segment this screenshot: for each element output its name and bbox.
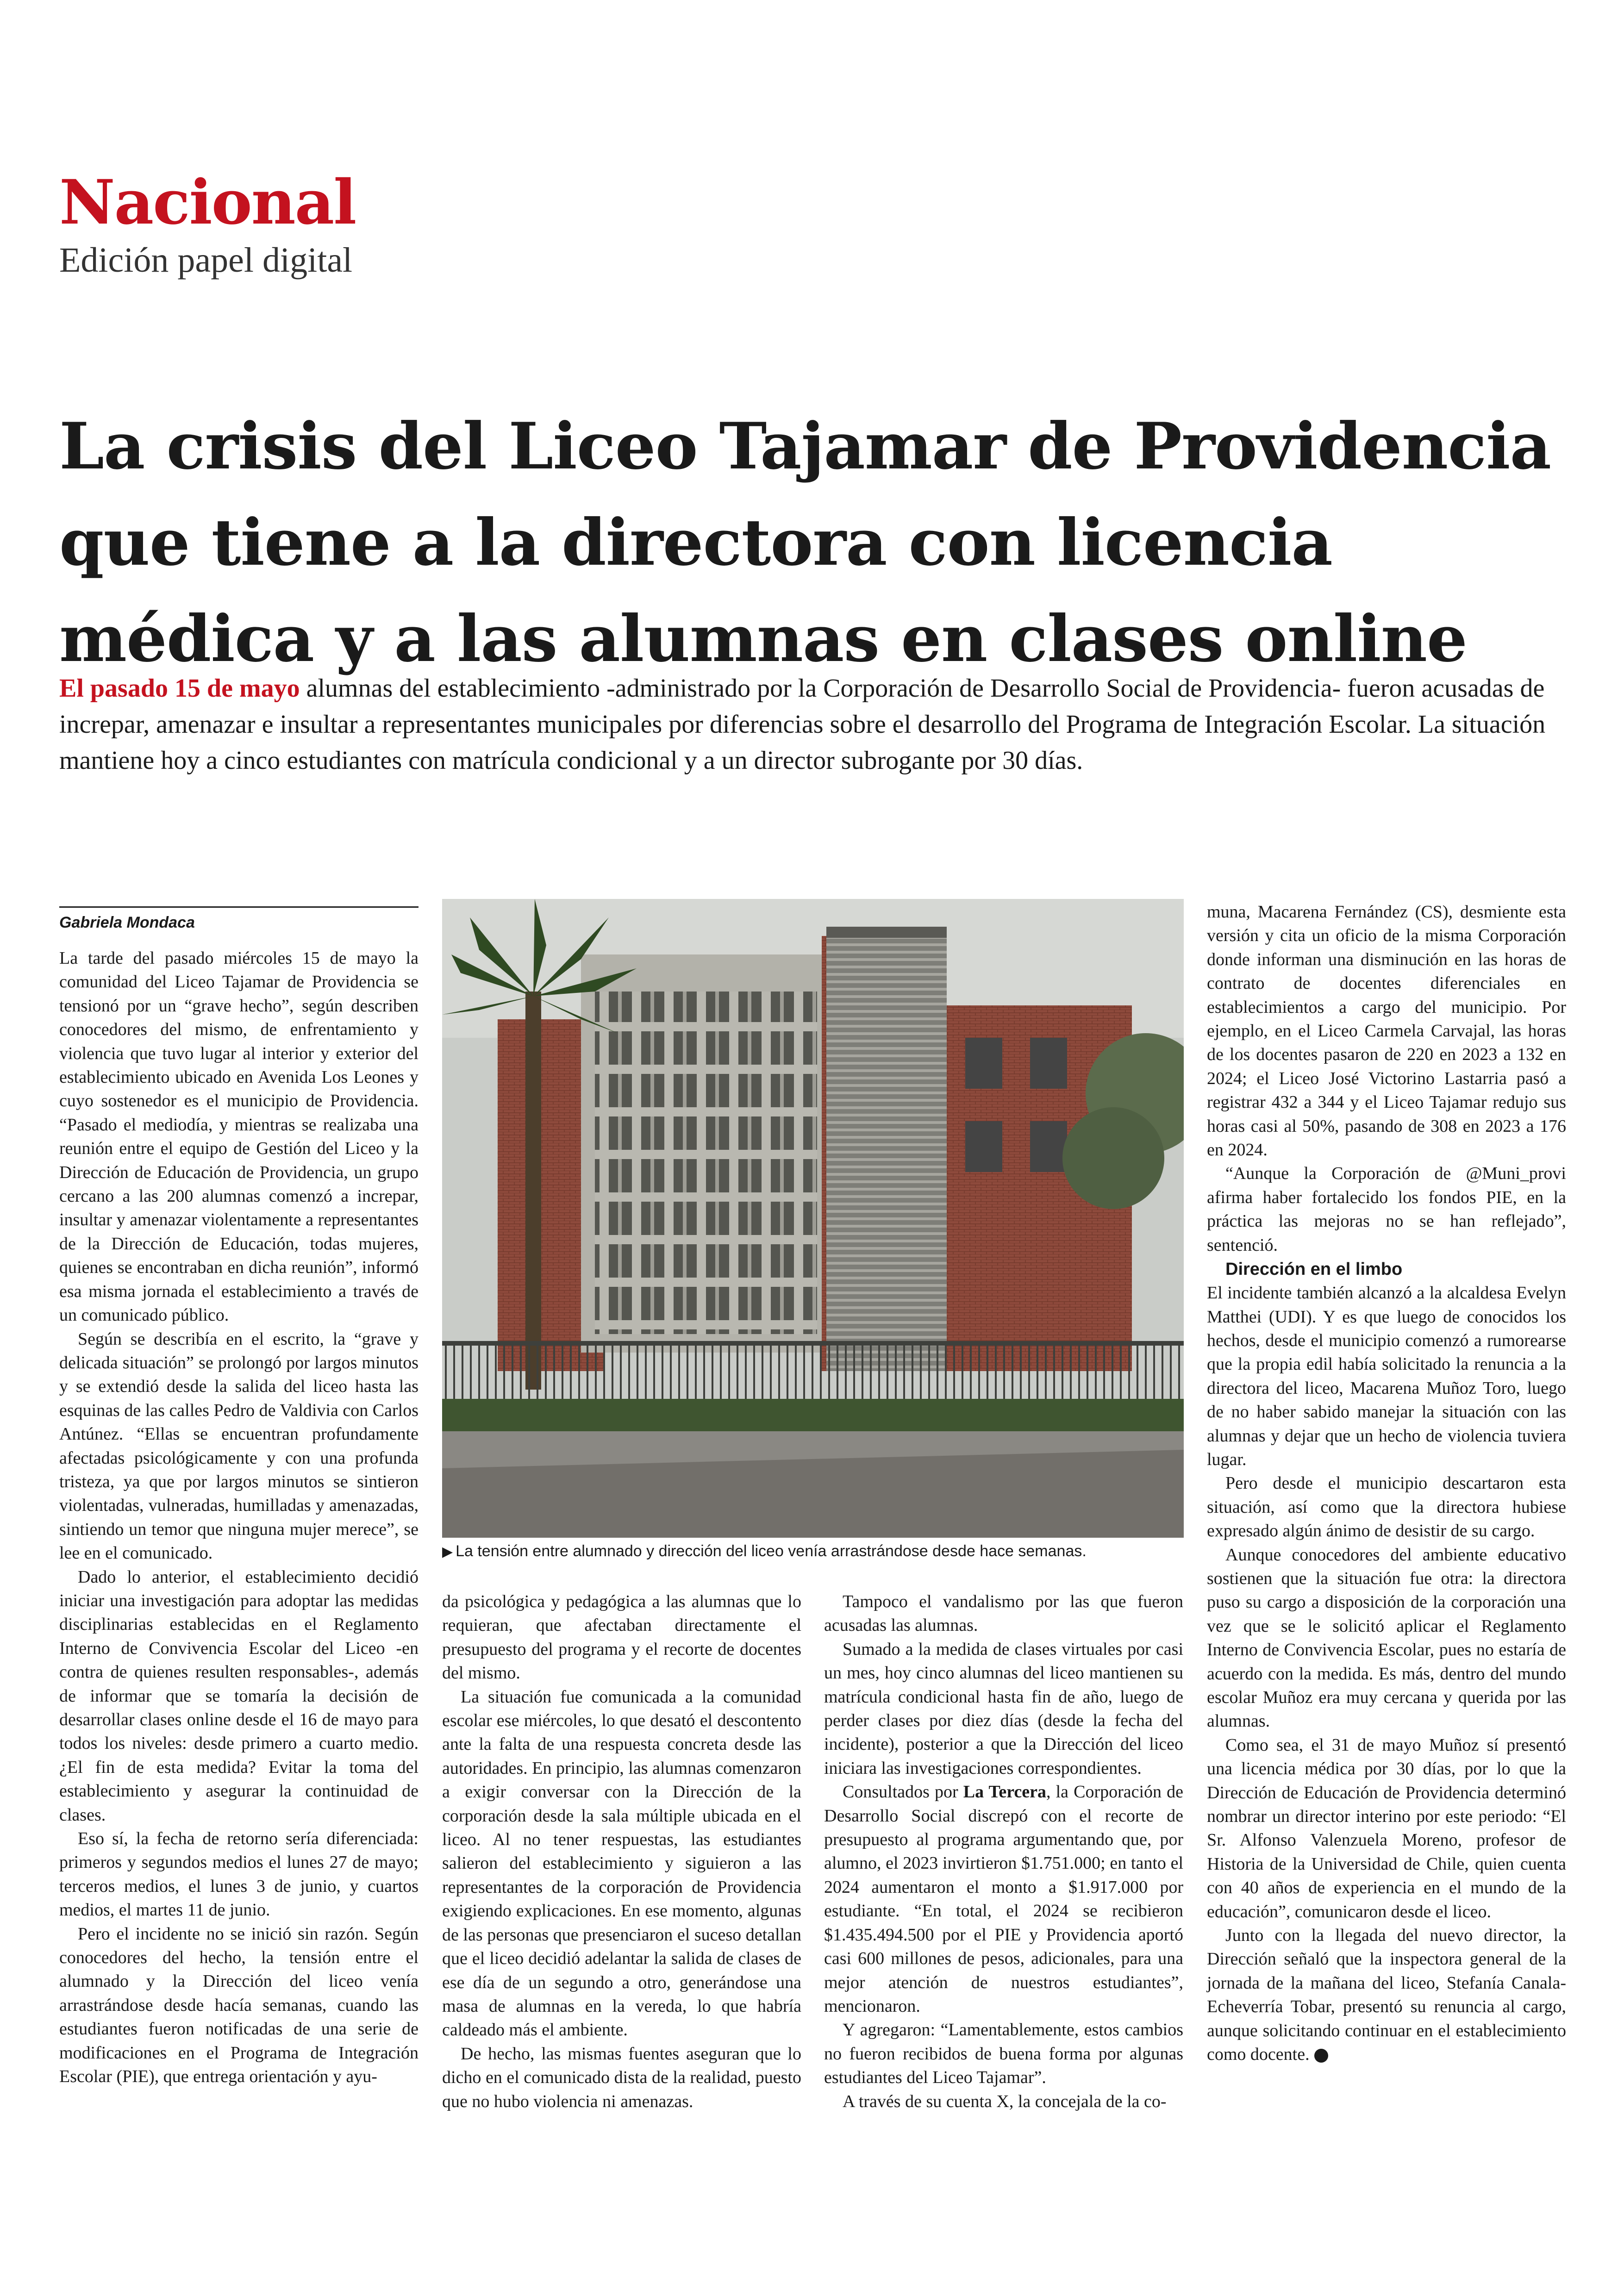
lead-text: alumnas del establecimiento -administrado por la Corporación de Desarrollo Social de Providencia- fueron acusadas de increpar, amenazar e insultar a representantes municipales por diferencias sobre el desarrollo del Programa de Integración Escolar. La situación mantiene hoy a cinco estudiantes con matrícula condicional y a un director subrogante por 30 días. <box>59 674 1546 775</box>
article-photo <box>442 899 1184 1538</box>
body-text: , la Corporación de Desarrollo Social discrepó con el recorte de presupuesto al programa argumentando que, por alumno, el 2023 invirtieron $1.751.000; en tanto el 2024 aumentaron el monto a $1.917.000 por estudiante. “En total, el 2024 se recibieron $1.435.494.500 por el PIE y Providencia aportó casi 600 millones de pesos, adicionales, para una mejor atención de nuestros estudiantes”, mencionaron. <box>824 1782 1184 2016</box>
body-paragraph: A través de su cuenta X, la concejala de la co- <box>843 2091 1167 2111</box>
byline: Gabriela Mondaca <box>59 906 418 933</box>
body-text: Consultados por <box>843 1782 963 1802</box>
photo-caption <box>442 1540 1184 1563</box>
body-paragraph: La situación fue comunicada a la comunidad escolar ese miércoles, lo que desató el descontento ante la falta de una respuesta concreta desde las autoridades. En principio, las alumnas comenzaron a exigir conversar con la Dirección de la corporación desde la sala múltiple ubicada en el liceo. Al no tener respuestas, las estudiantes salieron del establecimiento y siguieron a las representantes de la corporación de Providencia exigiendo explicaciones. En ese momento, algunas de las personas que presenciaron el suceso detallan que el liceo decidió adelantar la salida de clases de ese día de un segundo a otro, generándose una masa de alumnas en la vereda, lo que habría caldeado más el ambiente. <box>442 1687 801 2040</box>
lead-highlight: El pasado 15 de mayo <box>59 674 300 703</box>
headline-line: La crisis del Liceo Tajamar de Providencia <box>59 408 1551 484</box>
lead-paragraph <box>59 670 1568 779</box>
article-column-4 <box>1207 900 1566 2067</box>
body-paragraph <box>824 1780 1183 2018</box>
body-paragraph: “Aunque la Corporación de @Muni_provi afirma haber fortalecido los fondos PIE, en la práctica las mejoras no se han reflejado”, sentenció. <box>1207 1164 1566 1255</box>
edition-label: Edición papel digital <box>59 241 353 280</box>
body-text: Junto con la llegada del nuevo director, la Dirección señaló que la inspectora general de la jornada de la mañana del liceo, Stefanía Canala-Echeverría Tobar, presentó su renuncia al cargo, aunque solicitando continuar en el establecimiento como docente. <box>1207 1926 1566 2064</box>
photo-caption-text: La tensión entre alumnado y dirección del liceo venía arrastrándose desde hace semanas. <box>456 1542 1087 1560</box>
body-paragraph: Tampoco el vandalismo por las que fueron acusadas las alumnas. <box>824 1592 1183 1635</box>
section-title: Nacional <box>59 167 356 238</box>
body-paragraph: Pero desde el municipio descartaron esta situación, así como que la directora hubiese expresado algún ánimo de desistir de su cargo. <box>1207 1473 1566 1541</box>
body-paragraph: da psicológica y pedagógica a las alumnas que lo requieran, que afectaban directamente el presupuesto del programa y el recorte de docentes del mismo. <box>442 1592 801 1683</box>
article-column-1 <box>59 906 418 2089</box>
body-paragraph: Sumado a la medida de clases virtuales por casi un mes, hoy cinco alumnas del liceo mantienen su matrícula condicional hasta fin de año, luego de perder clases por diez días (desde la fecha del incidente), posterior a que la Dirección del liceo iniciara las investigaciones correspondientes. <box>824 1639 1183 1778</box>
headline-line: médica y a las alumnas en clases online <box>59 601 1467 676</box>
body-paragraph: Aunque conocedores del ambiente educativo sostienen que la situación fue otra: la directora puso su cargo a disposición de la corporación una vez que se le solicitó aplicar el Reglamento Interno de Convivencia Escolar, pues no estaría de acuerdo con la medida. Es más, dentro del mundo escolar Muñoz era muy cercana y querida por las alumnas. <box>1207 1545 1566 1731</box>
school-building-photo <box>442 899 1184 1538</box>
newspaper-name: La Tercera <box>963 1782 1046 1802</box>
triangle-right-icon: ▶ <box>442 1544 453 1559</box>
headline-line: que tiene a la directora con licencia <box>59 505 1332 580</box>
body-paragraph: Pero el incidente no se inició sin razón. Según conocedores del hecho, la tensión entre el alumnado y la Dirección del liceo venía arrastrándose desde hacía semanas, cuando las estudiantes fueron notificadas de una serie de modificaciones en el Programa de Integración Escolar (PIE), que entrega orientación y ayu- <box>59 1924 418 2087</box>
body-paragraph: El incidente también alcanzó a la alcaldesa Evelyn Matthei (UDI). Y es que luego de conocidos los hechos, desde el municipio comenzó a rumorearse que la propia edil había solicitado la renuncia a la directora del liceo, Macarena Muñoz Toro, luego de no haber sabido manejar la situación con las alumnas y dejar que un hecho de violencia tuviera lugar. <box>1207 1283 1566 1469</box>
body-paragraph: Como sea, el 31 de mayo Muñoz sí presentó una licencia médica por 30 días, por lo que la Dirección de Educación de Providencia determinó nombrar un director interino por este periodo: “El Sr. Alfonso Valenzuela Moreno, profesor de Historia de la Universidad de Chile, quien cuenta con 40 años de experiencia en el mundo de la educación”, comunicaron desde el liceo. <box>1207 1735 1566 1921</box>
body-paragraph: Dado lo anterior, el establecimiento decidió iniciar una investigación para adoptar las medidas disciplinarias establecidas en el Reglamento Interno de Convivencia Escolar del Liceo -en contra de quienes resulten responsables-, además de informar que se tomaría la decisión de desarrollar clases online desde el 16 de mayo para todos los niveles: desde primero a cuarto medio. ¿El fin de esta medida? Evitar la toma del establecimiento y asegurar la continuidad de clases. <box>59 1567 418 1825</box>
body-paragraph: La tarde del pasado miércoles 15 de mayo la comunidad del Liceo Tajamar de Providencia se tensionó por un “grave hecho”, según describen conocedores del mismo, de enfrentamiento y violencia que tuvo lugar al interior y exterior del establecimiento ubicado en Avenida Los Leones y cuyo sostenedor es el municipio de Providencia. “Pasado el mediodía, y mientras se realizaba una reunión entre el equipo de Gestión del Liceo y la Dirección de Educación de Providencia, un grupo cercano a las 200 alumnas comenzó a increpar, insultar y amenazar violentamente a representantes de la Dirección de Educación, todas mujeres, quienes se encontraban en dicha reunión”, informó esa misma jornada el establecimiento a través de un comunicado público. <box>59 948 418 1325</box>
headline <box>59 398 1568 687</box>
article-column-3 <box>824 1590 1183 2114</box>
section-subheading: Dirección en el limbo <box>1225 1260 1403 1279</box>
end-dot-icon <box>1314 2049 1328 2063</box>
body-paragraph <box>1207 1924 1566 2066</box>
body-paragraph: De hecho, las mismas fuentes aseguran que lo dicho en el comunicado dista de la realidad, puesto que no hubo violencia ni amenazas. <box>442 2044 801 2111</box>
body-paragraph: muna, Macarena Fernández (CS), desmiente esta versión y cita un oficio de la misma Corporación donde informan una disminución en las horas de contrato de docentes diferenciales en establecimientos a cargo del municipio. Por ejemplo, en el Liceo Carmela Carvajal, las horas de los docentes pasaron de 220 en 2023 a 132 en 2024; el Liceo José Victorino Lastarria pasó a registrar 432 a 344 y el Liceo Tajamar redujo sus horas casi al 50%, pasando de 308 en 2023 a 176 en 2024. <box>1207 902 1566 1160</box>
body-paragraph: Eso sí, la fecha de retorno sería diferenciada: primeros y segundos medios el lunes 27 de mayo; terceros medios, el lunes 3 de junio, y cuartos medios, el martes 11 de junio. <box>59 1829 418 1920</box>
article-column-2 <box>442 1590 801 2114</box>
body-paragraph: Según se describía en el escrito, la “grave y delicada situación” se prolongó por largos minutos y se extendió desde la salida del liceo hasta las esquinas de las calles Pedro de Valdivia con Carlos Antúnez. “Ellas se encuentran profundamente afectadas psicológicamente y con una profunda tristeza, ya que por largos minutos se sintieron violentadas, vulneradas, humilladas y amenazadas, sintiendo un temor que ninguna mujer merece”, se lee en el comunicado. <box>59 1329 418 1563</box>
body-paragraph: Y agregaron: “Lamentablemente, estos cambios no fueron recibidos de buena forma por algunas estudiantes del Liceo Tajamar”. <box>824 2020 1183 2088</box>
